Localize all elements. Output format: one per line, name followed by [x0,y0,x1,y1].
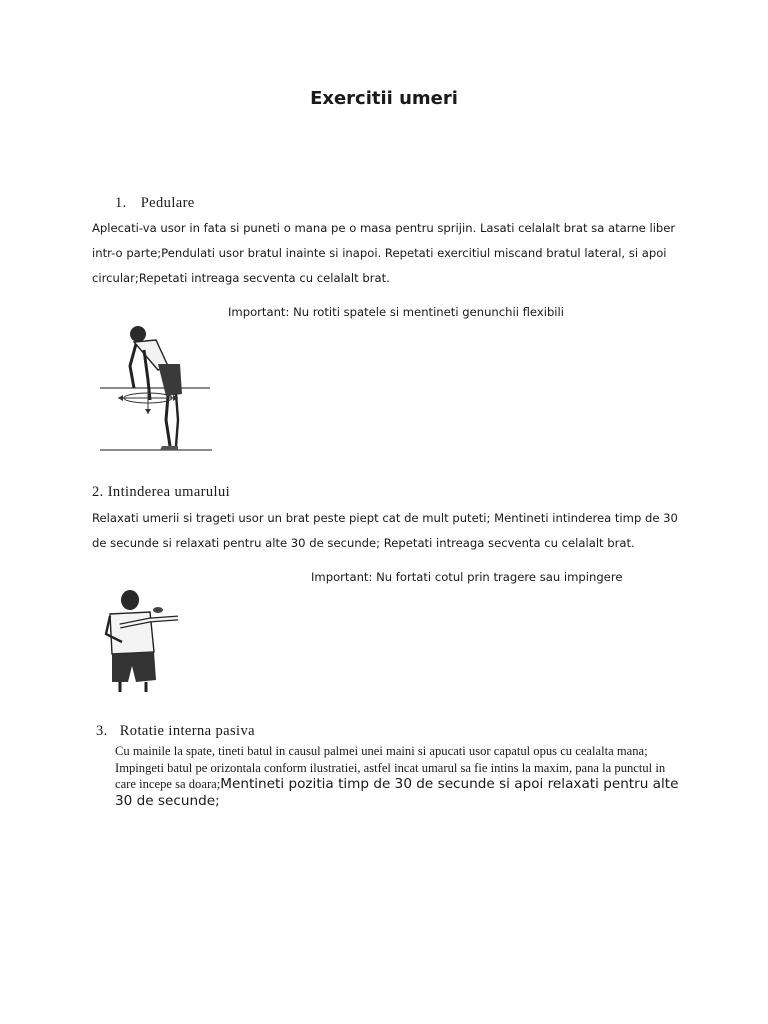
section-3-line-1: Cu mainile la spate, tineti batul in causul palmei unei maini si apucati usor capatul opus cu cealalta mana; [115,744,648,758]
pendulum-exercise-illustration [96,320,216,455]
section-2-note: Important: Nu fortati cotul prin tragere sau impingere [311,570,623,584]
section-1-number: 1. [115,195,127,211]
section-2-heading: 2. Intinderea umarului [92,484,231,500]
section-1-body: Aplecati-va usor in fata si puneti o mana pe o masa pentru sprijin. Lasati celalalt brat sa atarne liber intr-o parte;Pendulati usor bratul inainte si inapoi. Repetati exercitiul miscand bratul lateral, si apoi circular;Repetati intreaga secventa cu celalalt brat. [92,221,676,285]
page-title: Exercitii umeri [310,88,458,109]
section-3-line-2a: Impingeti batul pe orizontala conform ilustratiei, astfel incat umarul sa fie intins la maxim, pana la punctul in care incepe sa doara; [115,760,666,791]
section-1-title: Pedulare [140,195,195,211]
section-3-heading [96,723,255,740]
section-1-note: Important: Nu rotiti spatele si mentineti genunchii flexibili [228,305,564,319]
section-3-title: Rotatie interna pasiva [119,723,255,739]
section-3-line-2 [115,760,680,810]
cross-body-stretch-illustration [100,586,188,694]
section-3-number: 3. [96,723,108,739]
section-2-body: Relaxati umerii si trageti usor un brat peste piept cat de mult puteti; Mentineti intinderea timp de 30 de secunde si relaxati pentru alte 30 de secunde; Repetati intreaga secventa cu celalalt brat. [92,511,678,550]
section-3-line-2b: Mentineti pozitia timp de 30 de secunde si apoi relaxati pentru alte 30 de secunde; [115,776,679,809]
section-3-body [115,743,680,809]
section-1-heading [115,195,195,212]
